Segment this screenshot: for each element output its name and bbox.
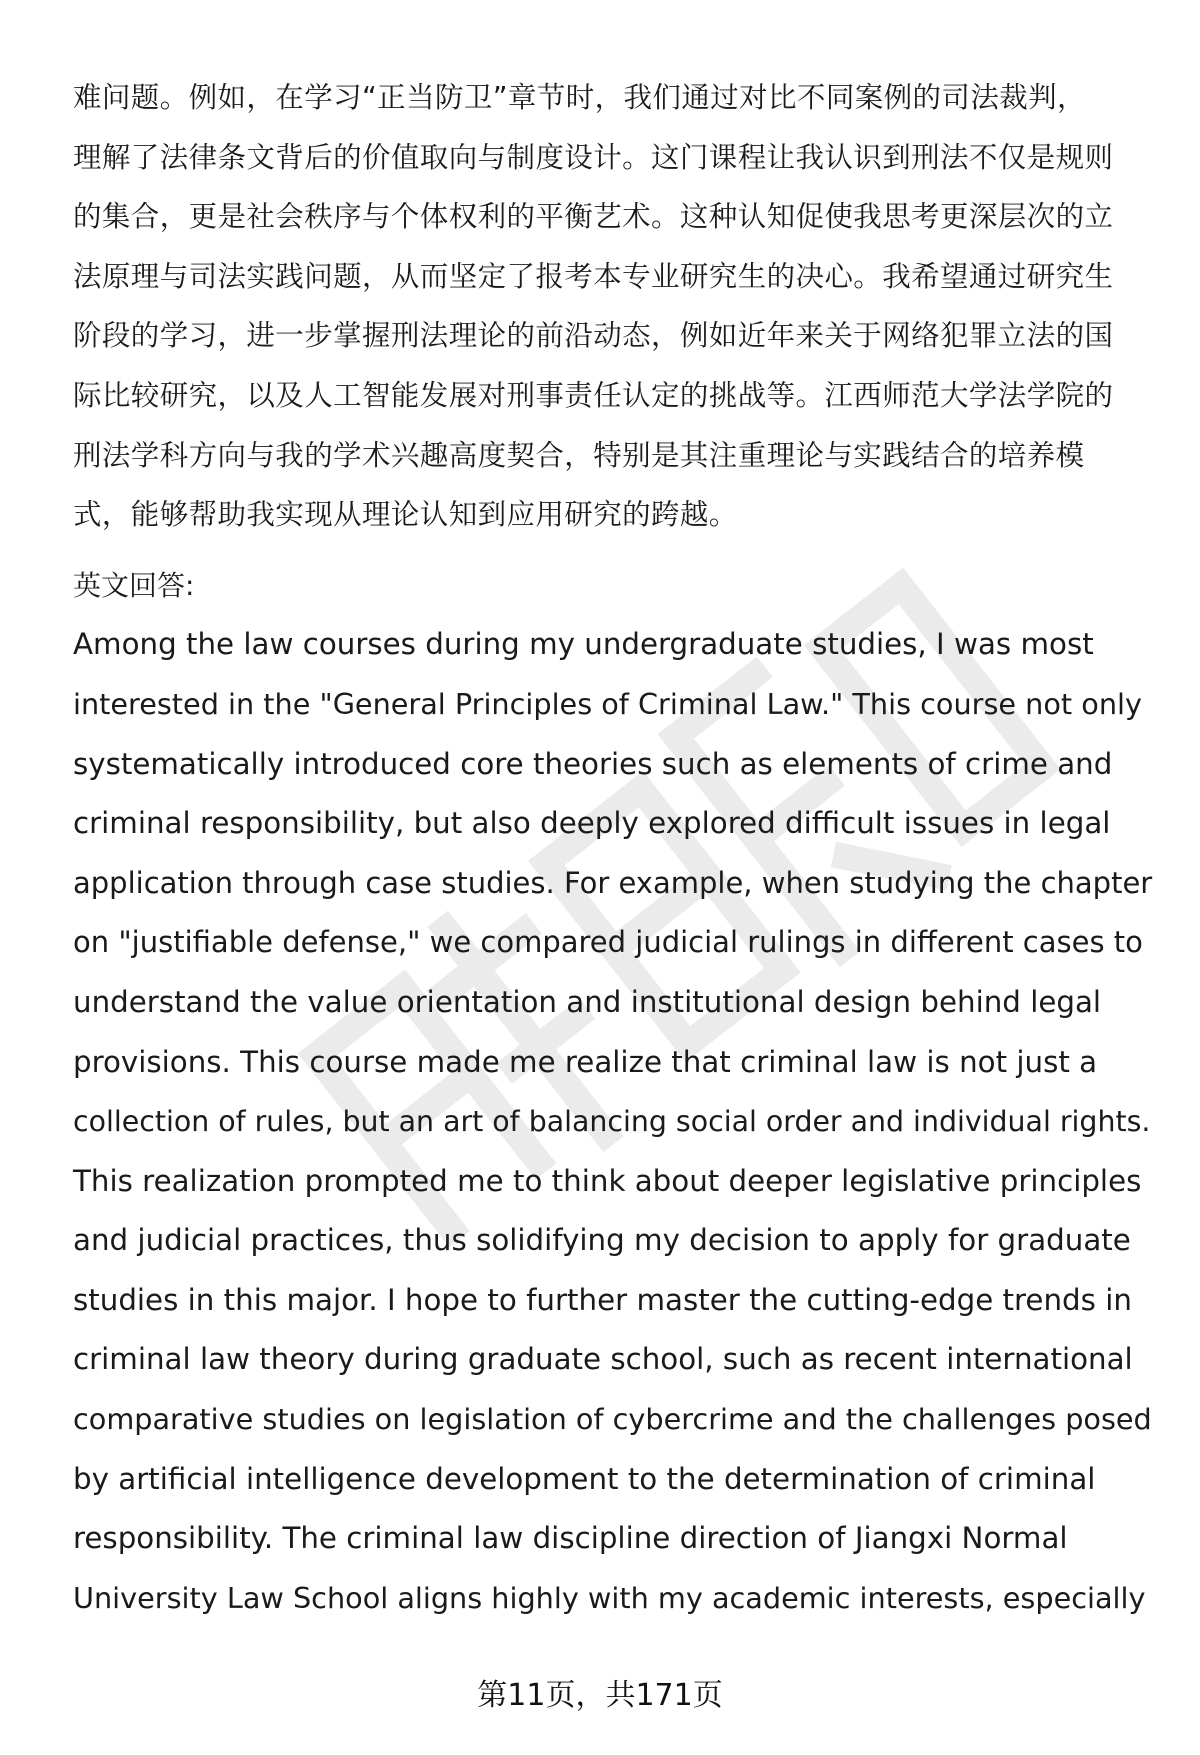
english-line: systematically introduced core theories such as elements of crime and xyxy=(73,746,1113,781)
english-line: This realization prompted me to think about deeper legislative principles xyxy=(73,1163,1142,1198)
chinese-line: 际比较研究，以及人工智能发展对刑事责任认定的挑战等。江西师范大学法学院的 xyxy=(73,378,1114,412)
english-line: criminal law theory during graduate school, such as recent international xyxy=(73,1342,1133,1377)
chinese-line: 法原理与司法实践问题，从而坚定了报考本专业研究生的决心。我希望通过研究生 xyxy=(73,259,1114,293)
english-line: responsibility. The criminal law discipline direction of Jiangxi Normal xyxy=(73,1521,1068,1556)
english-line: application through case studies. For example, when studying the chapter xyxy=(73,865,1153,900)
english-line: comparative studies on legislation of cybercrime and the challenges posed xyxy=(73,1402,1152,1437)
chinese-line: 理解了法律条文背后的价值取向与制度设计。这门课程让我认识到刑法不仅是规则 xyxy=(73,140,1114,174)
english-line: University Law School aligns highly with my academic interests, especially xyxy=(73,1580,1146,1615)
chinese-line: 阶段的学习，进一步掌握刑法理论的前沿动态，例如近年来关于网络犯罪立法的国 xyxy=(73,319,1114,353)
english-answer-label: 英文回答: xyxy=(73,568,195,602)
english-line: Among the law courses during my undergraduate studies, I was most xyxy=(73,627,1094,662)
english-line: collection of rules, but an art of balancing social order and individual rights. xyxy=(73,1105,1151,1139)
chinese-line: 难问题。例如，在学习“正当防卫”章节时，我们通过对比不同案例的司法裁判， xyxy=(73,81,1086,114)
english-line: understand the value orientation and institutional design behind legal xyxy=(73,984,1102,1019)
english-line: on "justifiable defense," we compared judicial rulings in different cases to xyxy=(73,925,1143,960)
page-number-footer: 第11页，共171页 xyxy=(477,1678,723,1713)
chinese-answer-paragraph xyxy=(73,68,1153,545)
chinese-line: 的集合，更是社会秩序与个体权利的平衡艺术。这种认知促使我思考更深层次的立 xyxy=(73,200,1114,234)
english-line: interested in the "General Principles of Criminal Law." This course not only xyxy=(73,686,1142,721)
english-line: studies in this major. I hope to further master the cutting-edge trends in xyxy=(73,1282,1132,1317)
english-line: provisions. This course made me realize that criminal law is not just a xyxy=(73,1044,1098,1079)
english-line: criminal responsibility, but also deeply explored difficult issues in legal xyxy=(73,806,1111,841)
chinese-line: 刑法学科方向与我的学术兴趣高度契合，特别是其注重理论与实践结合的培养模 xyxy=(73,438,1085,472)
english-answer-paragraph xyxy=(73,615,1153,1628)
english-line: by artificial intelligence development to the determination of criminal xyxy=(73,1461,1096,1496)
document-body xyxy=(73,68,1153,1628)
english-line: and judicial practices, thus solidifying my decision to apply for graduate xyxy=(73,1223,1131,1258)
chinese-line: 式，能够帮助我实现从理论认知到应用研究的跨越。 xyxy=(73,498,738,532)
